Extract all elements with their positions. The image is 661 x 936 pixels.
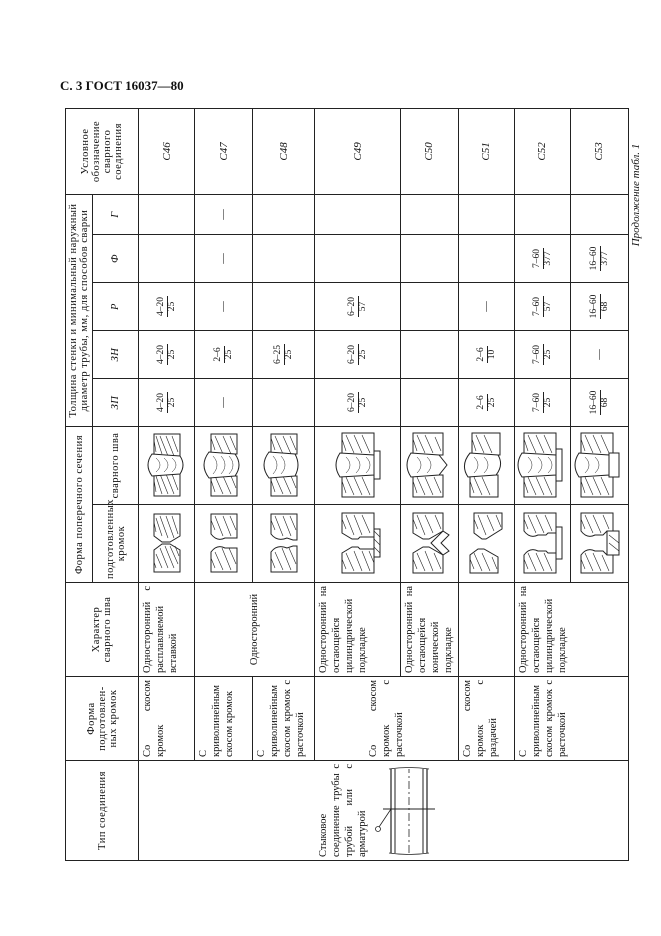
row-c51-prepared-section: [458, 505, 514, 583]
frac-num: 2–6: [475, 347, 486, 362]
row-c53-r: [570, 283, 628, 331]
prepared-edge-drawing: [328, 508, 388, 580]
row-c47-prepared-section: [195, 505, 253, 583]
row-c46-code: С46: [139, 108, 195, 194]
row-c51-zn: [458, 331, 514, 379]
row-c46-form: Со скосом кромок: [139, 677, 195, 761]
row-c51-zp: [458, 379, 514, 427]
frac-num: 7–60: [531, 345, 542, 364]
table-row: [458, 108, 514, 860]
frac-num: 7–60: [531, 393, 542, 412]
row-c48-r: [253, 283, 315, 331]
row-c51-code: С51: [458, 108, 514, 194]
row-c46-r: [139, 283, 195, 331]
joint-type-cell: [139, 761, 629, 861]
row-c50-r: [401, 283, 459, 331]
row-c50-weld-section: [401, 427, 459, 505]
frac-den: 25: [358, 349, 368, 360]
row-c49-code: С49: [315, 108, 401, 194]
frac-num: 4–20: [156, 345, 167, 364]
frac-den: 25: [167, 349, 177, 360]
frac-den: 57: [542, 301, 553, 312]
frac-num: 2–6: [475, 395, 486, 410]
row-c51-f: [458, 235, 514, 283]
row-c52-prepared-section: [514, 505, 570, 583]
row-c52-zp: [514, 379, 570, 427]
header-row-1: [66, 108, 93, 860]
row-c51-r: —: [458, 283, 514, 331]
row-c49-f: [315, 235, 401, 283]
row-c46-f: [139, 235, 195, 283]
row-c53-g: [570, 194, 628, 234]
row-c51-g: [458, 194, 514, 234]
row-c52-form: С криволинейным скосом кромок с расточкой: [514, 677, 628, 761]
row-c47-f: —: [195, 235, 253, 283]
frac-num: 6–25: [273, 345, 284, 364]
col-section-weld: сварного шва: [93, 427, 139, 505]
col-method-zn: ЗН: [93, 331, 139, 379]
row-c53-f: [570, 235, 628, 283]
row-c51-form: Со скосом кромок с раздачей: [458, 677, 514, 761]
weld-joint-table-rotated: [65, 109, 619, 861]
row-c47-g: —: [195, 194, 253, 234]
row-c50-g: [401, 194, 459, 234]
row-c49-form: Со скосом кромок с расточкой: [315, 677, 459, 761]
row-c53-zn: —: [570, 331, 628, 379]
frac-den: 377: [542, 251, 553, 266]
row-c47-character: Односторонний: [195, 583, 315, 677]
row-c47-form: С криволинейным скосом кромок: [195, 677, 253, 761]
frac-num: 2–6: [213, 347, 224, 362]
frac-num: 4–20: [156, 297, 167, 316]
frac-den: 25: [167, 397, 177, 408]
prepared-edge-drawing: [516, 508, 568, 580]
frac-den: 25: [486, 397, 497, 408]
row-c50-zn: [401, 331, 459, 379]
page-header: С. 3 ГОСТ 16037—80: [60, 78, 184, 93]
table-row: [139, 108, 195, 860]
row-c48-g: [253, 194, 315, 234]
frac-num: 6–20: [347, 345, 358, 364]
row-c50-character: Односторонний на остающейся конической подкладке: [401, 583, 459, 677]
row-c49-r: [315, 283, 401, 331]
row-c47-weld-section: [195, 427, 253, 505]
frac-den: 57: [358, 301, 368, 312]
row-c51-weld-section: [458, 427, 514, 505]
row-c52-zn: [514, 331, 570, 379]
frac-den: 25: [542, 349, 553, 360]
row-c49-g: [315, 194, 401, 234]
frac-num: 16–60: [588, 246, 599, 271]
weld-seam-drawing: [573, 430, 625, 502]
row-c46-prepared-section: [139, 505, 195, 583]
row-c48-form: С криволинейным скосом кромок с расточкой: [253, 677, 315, 761]
col-method-g: Г: [93, 194, 139, 234]
frac-den: 377: [599, 251, 610, 266]
row-c52-g: [514, 194, 570, 234]
row-c49-character: Односторонний на остающейся цилиндрической подкладке: [315, 583, 401, 677]
table-continuation-caption: Продолжение табл. 1: [630, 143, 642, 247]
prepared-edge-drawing: [259, 509, 309, 579]
row-c50-f: [401, 235, 459, 283]
col-section-group: Форма поперечного сечения: [66, 427, 93, 583]
table-row: [253, 108, 315, 860]
frac-den: 25: [224, 349, 234, 360]
prepared-edge-drawing: [199, 509, 249, 579]
frac-den: 68: [599, 397, 610, 408]
row-c49-prepared-section: [315, 505, 401, 583]
row-c46-g: [139, 194, 195, 234]
row-c46-character: Односторонний с расплавляемой вставкой: [139, 583, 195, 677]
weld-seam-drawing: [403, 430, 455, 502]
joint-type-text: Стыковое соединение трубы с трубой или с арматурой: [317, 764, 369, 857]
col-character: Характер сварного шва: [66, 583, 139, 677]
frac-den: 25: [358, 397, 368, 408]
col-thickness-group: Толщина стенки и минимальный наружный диаметр трубы, мм, для способов сварки: [66, 194, 93, 426]
row-c48-f: [253, 235, 315, 283]
row-c48-prepared-section: [253, 505, 315, 583]
row-c48-zn: [253, 331, 315, 379]
table-row: [195, 108, 253, 860]
row-c49-zp: [315, 379, 401, 427]
frac-den: 10: [486, 349, 497, 360]
frac-num: 7–60: [531, 297, 542, 316]
row-c47-zn: [195, 331, 253, 379]
weld-joint-table: [65, 108, 629, 861]
row-c53-code: С53: [570, 108, 628, 194]
pipe-joint-sketch: [375, 765, 445, 857]
row-c50-code: С50: [401, 108, 459, 194]
col-type: Тип соединения: [66, 761, 139, 861]
frac-num: 7–60: [531, 249, 542, 268]
frac-num: 6–20: [347, 393, 358, 412]
row-c51-character: [458, 583, 514, 677]
col-form: Форма подготовлен-ных кромок: [66, 677, 139, 761]
row-c53-weld-section: [570, 427, 628, 505]
row-c50-zp: [401, 379, 459, 427]
weld-seam-drawing: [516, 430, 568, 502]
row-c48-weld-section: [253, 427, 315, 505]
weld-seam-drawing: [142, 431, 192, 501]
row-c52-character: Односторонний на остающейся цилиндрической подкладке: [514, 583, 628, 677]
row-c49-weld-section: [315, 427, 401, 505]
row-c46-zn: [139, 331, 195, 379]
frac-den: 68: [599, 301, 610, 312]
col-code: Условное обозначение сварного соединения: [66, 108, 139, 194]
table-row: [514, 108, 570, 860]
col-method-r: Р: [93, 283, 139, 331]
row-c52-weld-section: [514, 427, 570, 505]
frac-num: 16–60: [588, 294, 599, 319]
col-section-prepared: подготовленных кромок: [93, 505, 139, 583]
row-c53-zp: [570, 379, 628, 427]
col-method-zp: ЗП: [93, 379, 139, 427]
row-c53-prepared-section: [570, 505, 628, 583]
row-c49-zn: [315, 331, 401, 379]
table-row: [315, 108, 401, 860]
row-c47-r: —: [195, 283, 253, 331]
weld-seam-drawing: [199, 431, 249, 501]
row-c52-r: [514, 283, 570, 331]
frac-num: 16–60: [588, 390, 599, 415]
frac-den: 25: [284, 349, 294, 360]
weld-seam-drawing: [259, 431, 309, 501]
prepared-edge-drawing: [142, 509, 192, 579]
row-c48-code: С48: [253, 108, 315, 194]
frac-num: 6–20: [347, 297, 358, 316]
row-c46-zp: [139, 379, 195, 427]
prepared-edge-drawing: [403, 508, 455, 580]
row-c48-zp: [253, 379, 315, 427]
frac-num: 4–20: [156, 393, 167, 412]
row-c46-weld-section: [139, 427, 195, 505]
prepared-edge-drawing: [573, 508, 625, 580]
col-method-f: Ф: [93, 235, 139, 283]
row-c50-prepared-section: [401, 505, 459, 583]
row-c52-f: [514, 235, 570, 283]
frac-den: 25: [542, 397, 553, 408]
prepared-edge-drawing: [460, 508, 512, 580]
row-c47-code: С47: [195, 108, 253, 194]
row-c52-code: С52: [514, 108, 570, 194]
frac-den: 25: [167, 301, 177, 312]
row-c47-zp: —: [195, 379, 253, 427]
weld-seam-drawing: [460, 430, 512, 502]
weld-seam-drawing: [328, 430, 388, 502]
